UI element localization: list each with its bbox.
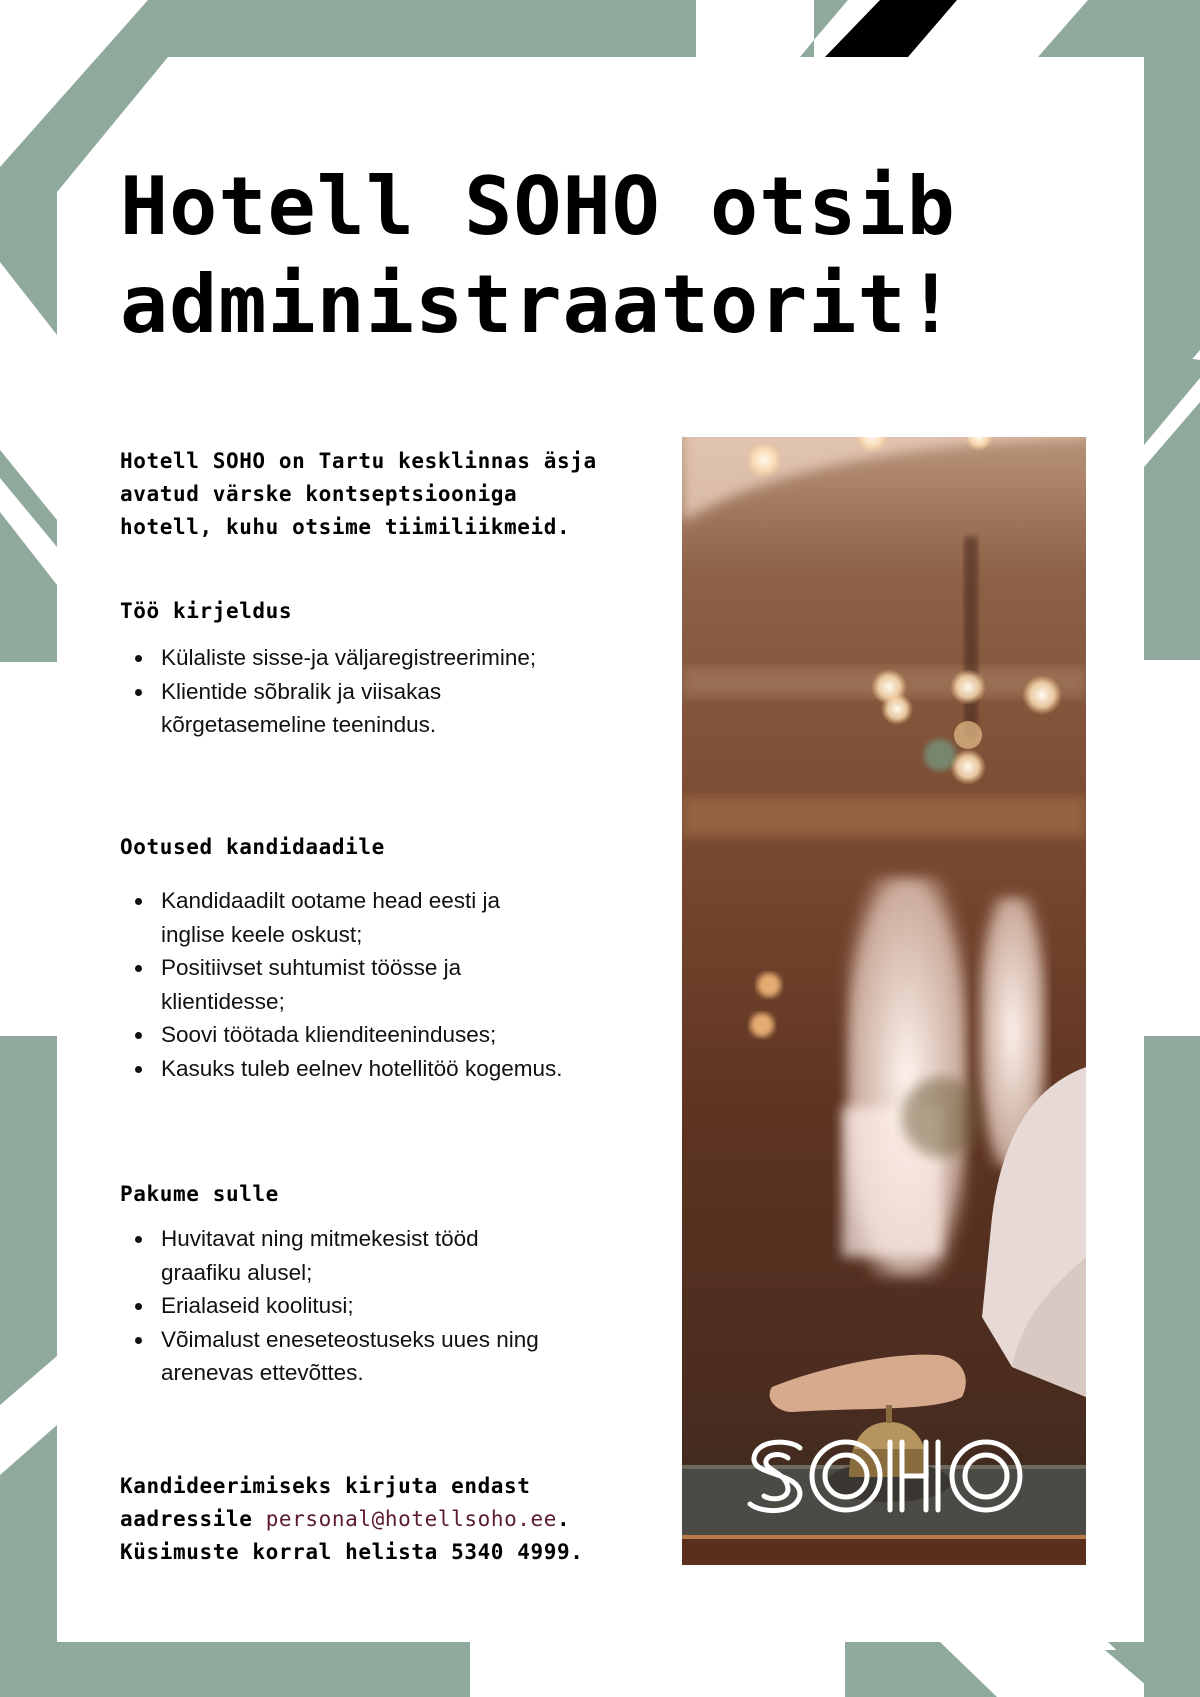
bullet-icon bbox=[135, 965, 142, 972]
intro-line-2: avatud värske kontseptsiooniga bbox=[120, 482, 518, 506]
section-heading-job-description: Töö kirjeldus bbox=[120, 599, 293, 623]
bullet-icon bbox=[135, 689, 142, 696]
section-heading-we-offer: Pakume sulle bbox=[120, 1182, 279, 1206]
title-line-2: administraatorit! bbox=[120, 258, 956, 351]
contact-line-1: Kandideerimiseks kirjuta endast bbox=[120, 1474, 531, 1498]
email-link[interactable]: personal@hotellsoho.ee bbox=[265, 1507, 558, 1531]
bullet-icon bbox=[135, 1032, 142, 1039]
intro-paragraph bbox=[120, 445, 660, 544]
list-item: Huvitavat ning mitmekesist tööd graafiku alusel; bbox=[120, 1222, 521, 1289]
contact-line-2-prefix: aadressile bbox=[120, 1507, 266, 1531]
list-item: Kasuks tuleb eelnev hotellitöö kogemus. bbox=[120, 1052, 620, 1086]
intro-line-1: Hotell SOHO on Tartu kesklinnas äsja bbox=[120, 449, 597, 473]
contact-phone-line: Küsimuste korral helista 5340 4999. bbox=[120, 1540, 584, 1564]
hotel-reception-photo bbox=[682, 437, 1086, 1565]
section-heading-expectations: Ootused kandidaadile bbox=[120, 835, 385, 859]
page-title bbox=[120, 158, 956, 354]
list-item: Positiivset suhtumist töösse ja klientidesse; bbox=[120, 951, 501, 1018]
intro-line-3: hotell, kuhu otsime tiimiliikmeid. bbox=[120, 515, 571, 539]
bullet-icon bbox=[135, 1303, 142, 1310]
list-item: Külaliste sisse-ja väljaregistreerimine; bbox=[120, 641, 620, 675]
list-item: Erialaseid koolitusi; bbox=[120, 1289, 620, 1323]
list-item: Võimalust eneseteostuseks uues ning arenevas ettevõttes. bbox=[120, 1323, 581, 1390]
list-item: Klientide sõbralik ja viisakas kõrgetasemeline teenindus. bbox=[120, 675, 491, 742]
we-offer-list bbox=[120, 1222, 620, 1390]
title-line-1: Hotell SOHO otsib bbox=[120, 160, 956, 253]
list-item: Kandidaadilt ootame head eesti ja inglise keele oskust; bbox=[120, 884, 531, 951]
list-item: Soovi töötada klienditeeninduses; bbox=[120, 1018, 620, 1052]
contact-info: Kandideerimiseks kirjuta endast aadressile personal@hotellsoho.ee. Küsimuste korral helista 5340 4999. bbox=[120, 1474, 584, 1564]
bullet-icon bbox=[135, 655, 142, 662]
job-description-list bbox=[120, 641, 620, 742]
expectations-list bbox=[120, 884, 620, 1085]
bullet-icon bbox=[135, 1337, 142, 1344]
bullet-icon bbox=[135, 898, 142, 905]
bullet-icon bbox=[135, 1066, 142, 1073]
soho-logo bbox=[742, 1436, 1024, 1516]
bullet-icon bbox=[135, 1236, 142, 1243]
